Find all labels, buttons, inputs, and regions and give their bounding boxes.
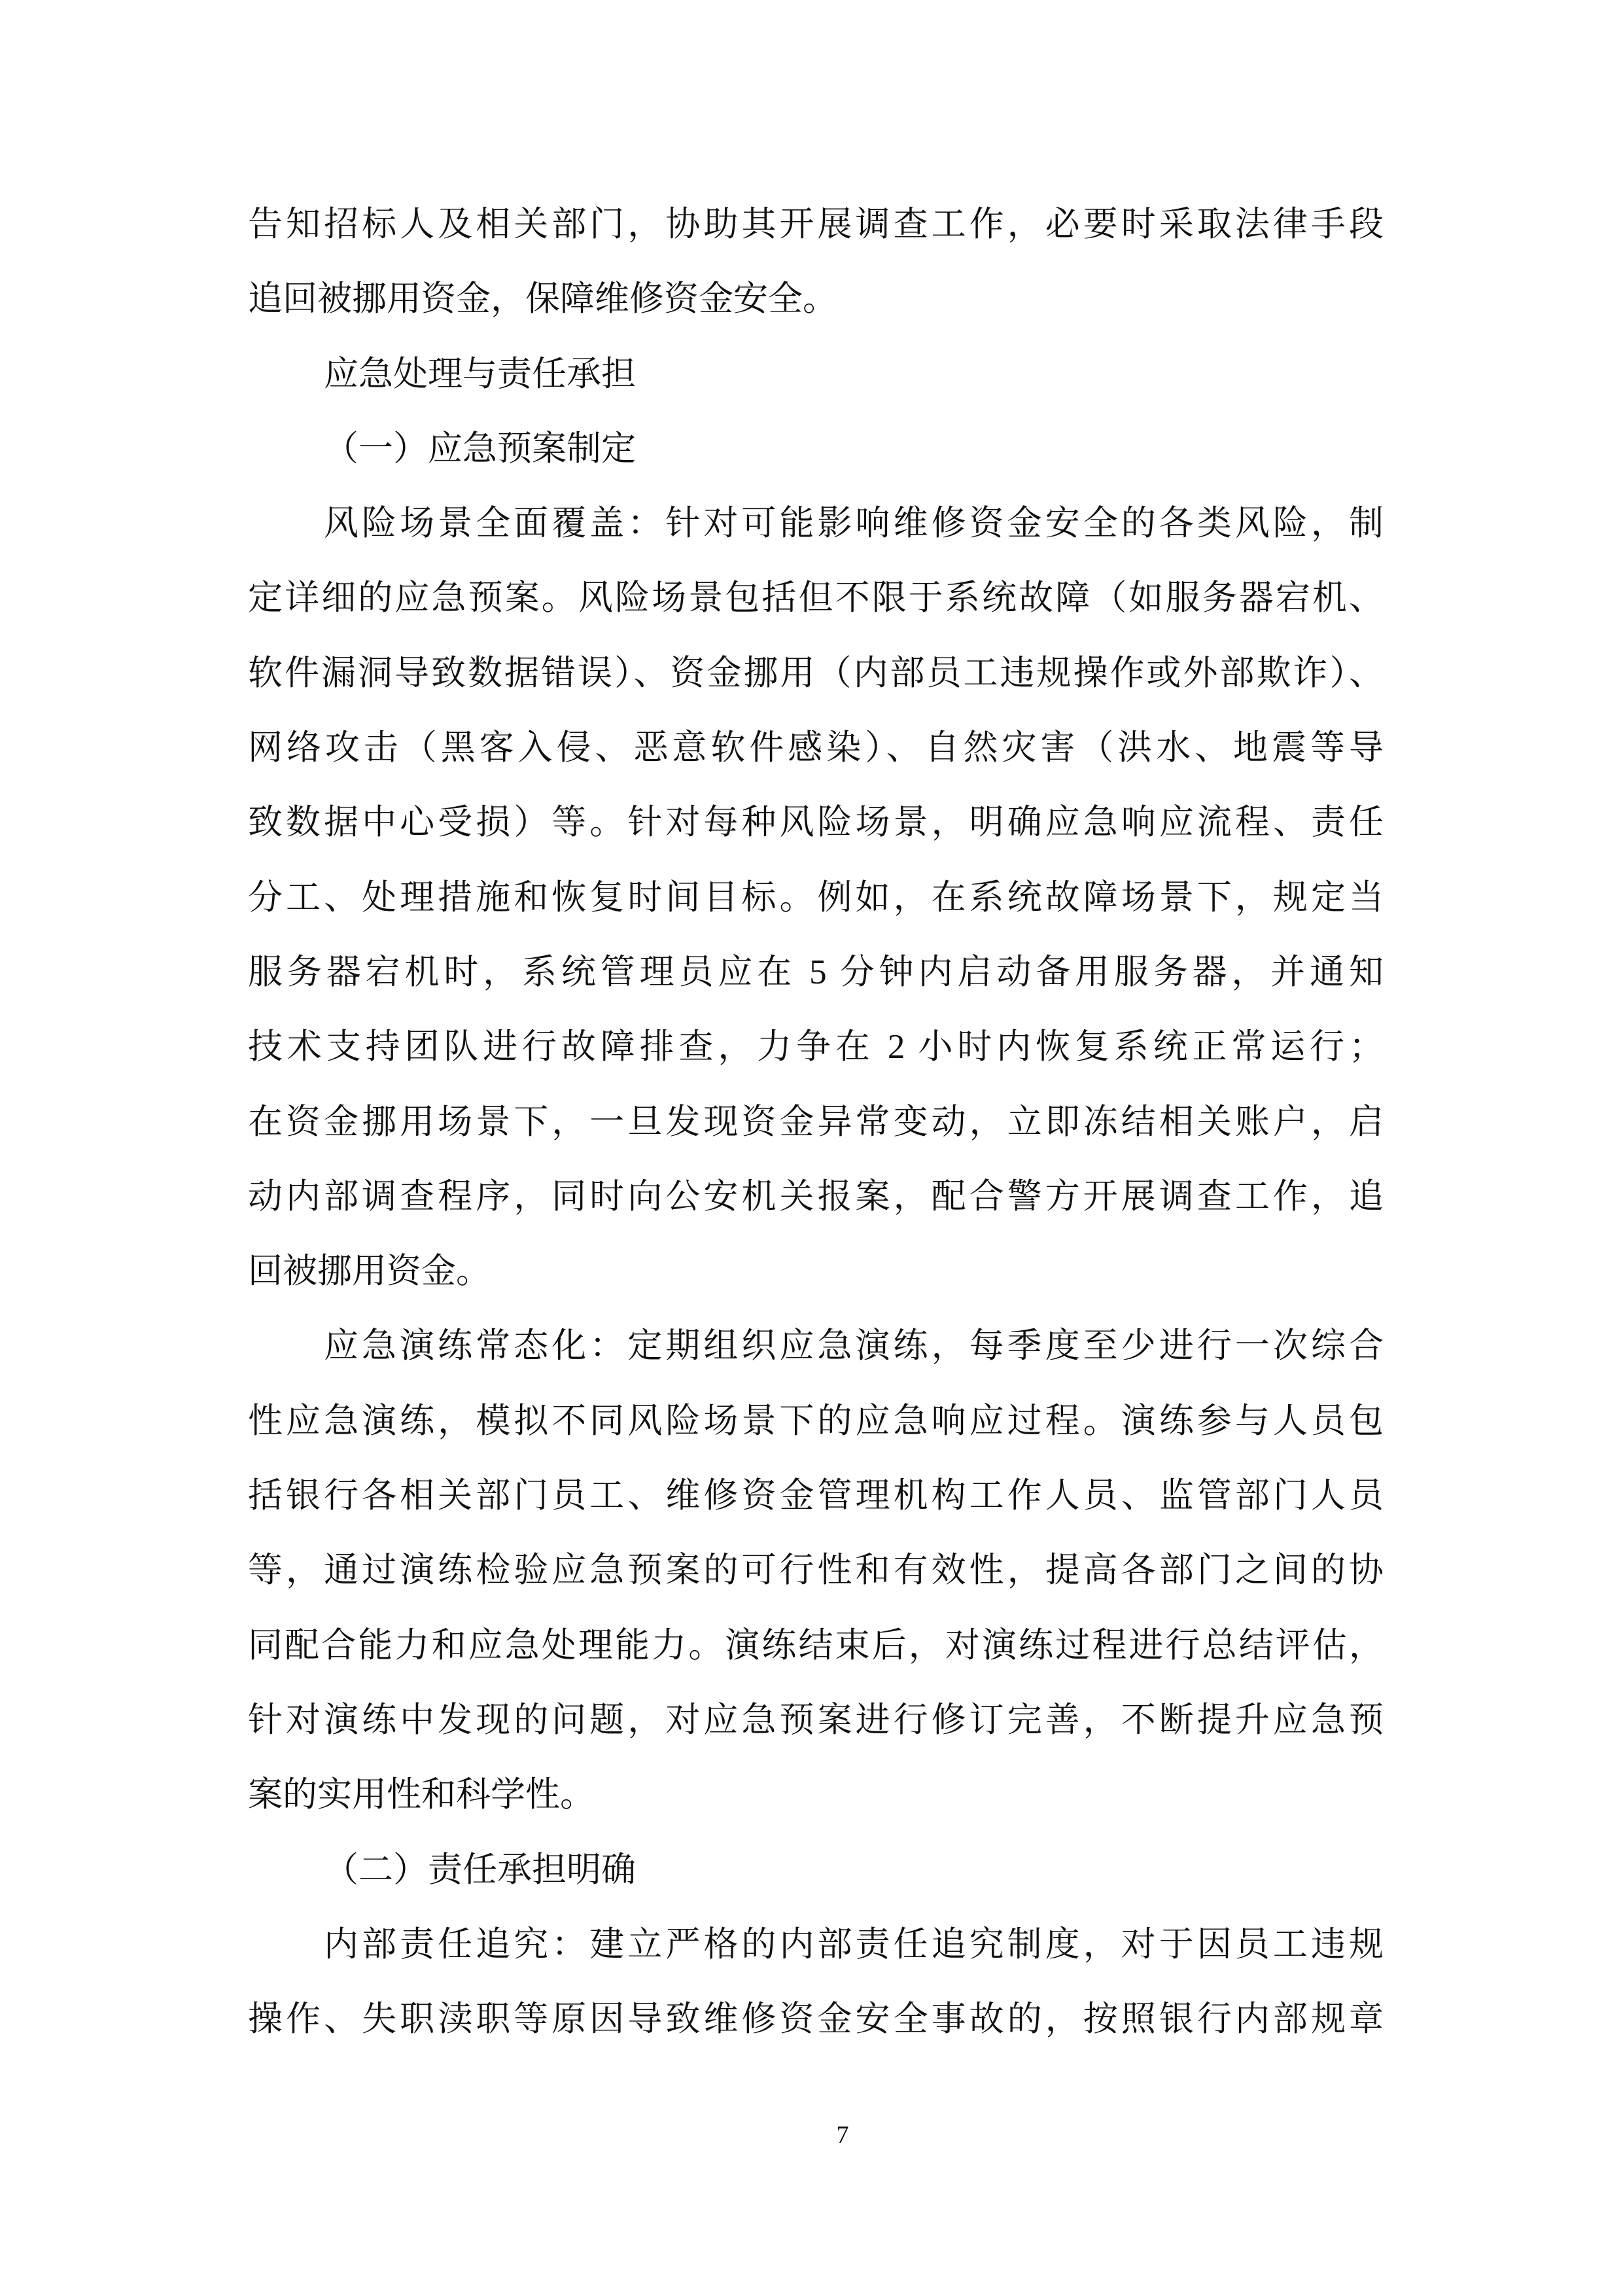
page-number: 7 (836, 2121, 849, 2149)
body-line: 应急演练常态化：定期组织应急演练，每季度至少进行一次综合 (324, 1327, 1384, 1366)
section-heading: 应急处理与责任承担 (324, 355, 636, 393)
paragraph-internal-accountability (248, 1907, 1384, 2057)
body-line: 软件漏洞导致数据错误）、资金挪用（内部员工违规操作或外部欺诈）、 (248, 654, 1384, 692)
paragraph-emergency-drills (248, 1309, 1384, 1832)
body-line: 风险场景全面覆盖：针对可能影响维修资金安全的各类风险，制 (324, 504, 1384, 543)
body-line: 针对演练中发现的问题，对应急预案进行修订完善，不断提升应急预 (248, 1701, 1384, 1739)
body-line: 性应急演练，模拟不同风险场景下的应急响应过程。演练参与人员包 (248, 1402, 1384, 1440)
body-line: 操作、失职渎职等原因导致维修资金安全事故的，按照银行内部规章 (248, 2000, 1384, 2039)
body-line: 在资金挪用场景下，一旦发现资金异常变动，立即冻结相关账户，启 (248, 1103, 1384, 1141)
continued-paragraph (248, 187, 1384, 337)
body-line: 服务器宕机时，系统管理员应在 5 分钟内启动备用服务器，并通知 (248, 953, 1384, 991)
body-line: 追回被挪用资金，保障维修资金安全。 (248, 280, 837, 319)
paragraph-risk-scenarios (248, 486, 1384, 1309)
body-line: 内部责任追究：建立严格的内部责任追究制度，对于因员工违规 (324, 1925, 1384, 1964)
body-line: 案的实用性和科学性。 (248, 1776, 595, 1814)
body-line: 回被挪用资金。 (248, 1252, 491, 1291)
body-line: 网络攻击（黑客入侵、恶意软件感染）、自然灾害（洪水、地震等导 (248, 729, 1384, 768)
body-text (248, 187, 1384, 2057)
body-line: 技术支持团队进行故障排查，力争在 2 小时内恢复系统正常运行； (248, 1028, 1384, 1067)
body-line: 同配合能力和应急处理能力。演练结束后，对演练过程进行总结评估， (248, 1626, 1384, 1665)
body-line: 致数据中心受损）等。针对每种风险场景，明确应急响应流程、责任 (248, 804, 1384, 842)
body-line: 分工、处理措施和恢复时间目标。例如，在系统故障场景下，规定当 (248, 878, 1384, 917)
body-line: 括银行各相关部门员工、维修资金管理机构工作人员、监管部门人员 (248, 1477, 1384, 1515)
subsection-heading-2: （二）责任承担明确 (324, 1850, 636, 1889)
body-line: 告知招标人及相关部门，协助其开展调查工作，必要时采取法律手段 (248, 205, 1384, 243)
body-line: 等，通过演练检验应急预案的可行性和有效性，提高各部门之间的协 (248, 1551, 1384, 1590)
body-line: 定详细的应急预案。风险场景包括但不限于系统故障（如服务器宕机、 (248, 579, 1384, 618)
body-line: 动内部调查程序，同时向公安机关报案，配合警方开展调查工作，追 (248, 1177, 1384, 1216)
subsection-heading-1: （一）应急预案制定 (324, 429, 636, 468)
